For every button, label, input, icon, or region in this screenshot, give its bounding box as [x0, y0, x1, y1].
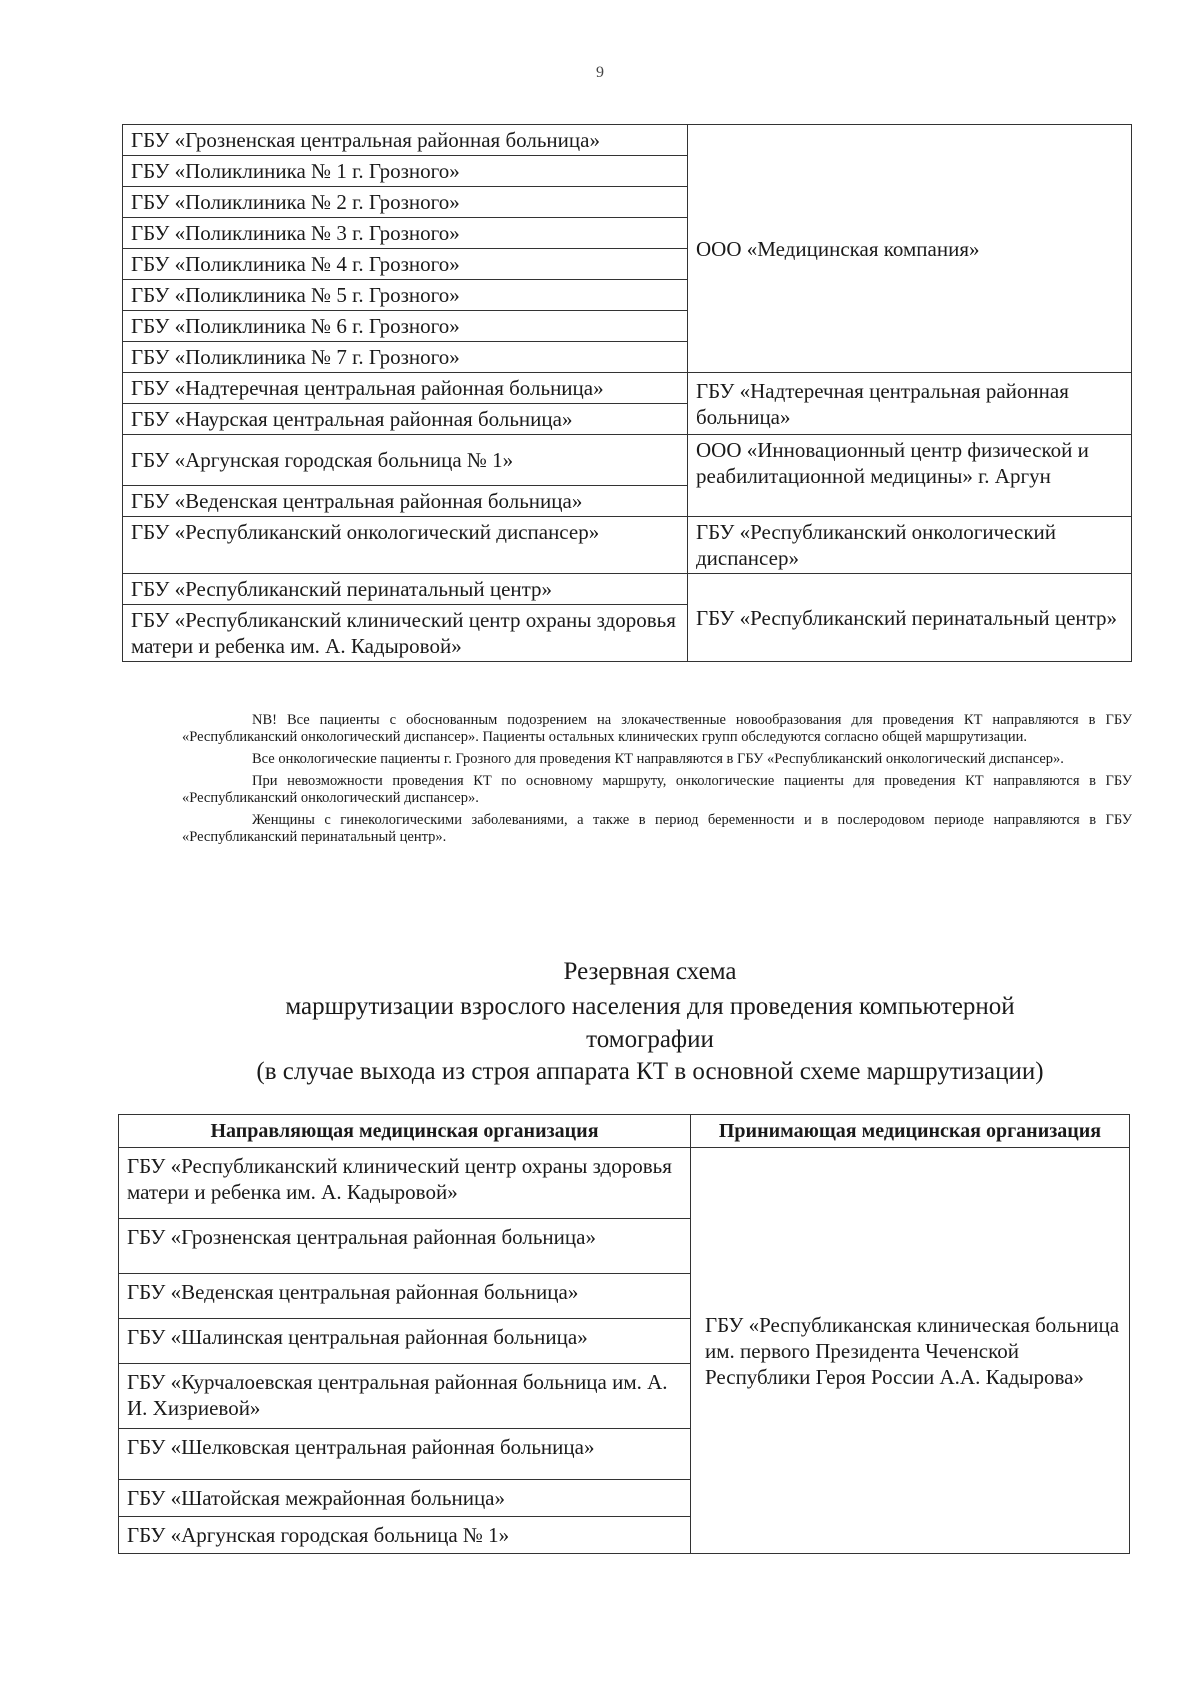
section-subtitle: маршрутизации взрослого населения для проведения компьютерной — [285, 993, 1015, 1020]
sender-cell: ГБУ «Республиканский онкологический диспансер» — [123, 517, 688, 574]
table-row — [119, 1148, 1130, 1219]
note-paragraph: При невозможности проведения КТ по основному маршруту, онкологические пациенты для проведения КТ направляются в ГБУ «Республиканский онкологический диспансер». — [182, 773, 1132, 806]
note-paragraph: Женщины с гинекологическими заболеваниями, а также в период беременности и в послеродовом периоде направляются в ГБУ «Республиканский перинатальный центр». — [182, 812, 1132, 845]
receiver-cell: ООО «Инновационный центр физической и реабилитационной медицины» г. Аргун — [688, 435, 1132, 517]
section-subtitle-cont: томографии — [586, 1026, 714, 1053]
receiver-cell: ГБУ «Республиканский онкологический диспансер» — [688, 517, 1132, 574]
sender-cell: ГБУ «Веденская центральная районная больница» — [119, 1274, 691, 1319]
table-header-row — [119, 1115, 1130, 1148]
sender-cell: ГБУ «Наурская центральная районная больница» — [123, 404, 688, 435]
sender-cell: ГБУ «Курчалоевская центральная районная больница им. А. И. Хизриевой» — [119, 1364, 691, 1429]
sender-cell: ГБУ «Грозненская центральная районная больница» — [123, 125, 688, 156]
routing-table-main — [122, 124, 1132, 662]
note-paragraph: NB! Все пациенты с обоснованным подозрением на злокачественные новообразования для проведения КТ направляются в ГБУ «Республиканский онкологический диспансер». Пациенты остальных клинических групп обследуются согласно общей маршрутизации. — [182, 712, 1132, 745]
sender-cell: ГБУ «Поликлиника № 7 г. Грозного» — [123, 342, 688, 373]
header-sender: Направляющая медицинская организация — [119, 1115, 691, 1148]
sender-cell: ГБУ «Поликлиника № 1 г. Грозного» — [123, 156, 688, 187]
receiver-cell: ГБУ «Надтеречная центральная районная больница» — [688, 373, 1132, 435]
note-paragraph: Все онкологические пациенты г. Грозного для проведения КТ направляются в ГБУ «Республиканский онкологический диспансер». — [252, 751, 1064, 767]
table-row — [123, 373, 1132, 404]
sender-cell: ГБУ «Поликлиника № 2 г. Грозного» — [123, 187, 688, 218]
sender-cell: ГБУ «Шалинская центральная районная больница» — [119, 1319, 691, 1364]
receiver-cell: ООО «Медицинская компания» — [688, 125, 1132, 373]
table-row — [123, 574, 1132, 605]
section-title: Резервная схема — [563, 958, 737, 985]
table-row — [123, 125, 1132, 156]
receiver-cell: ГБУ «Республиканский перинатальный центр» — [688, 574, 1132, 662]
table-row — [123, 435, 1132, 486]
sender-cell: ГБУ «Грозненская центральная районная больница» — [119, 1219, 691, 1274]
sender-cell: ГБУ «Веденская центральная районная больница» — [123, 486, 688, 517]
routing-table-reserve — [118, 1114, 1130, 1554]
sender-cell: ГБУ «Шатойская межрайонная больница» — [119, 1480, 691, 1517]
sender-cell: ГБУ «Надтеречная центральная районная больница» — [123, 373, 688, 404]
sender-cell: ГБУ «Поликлиника № 3 г. Грозного» — [123, 218, 688, 249]
sender-cell: ГБУ «Республиканский клинический центр охраны здоровья матери и ребенка им. А. Кадыровой» — [119, 1148, 691, 1219]
receiver-cell: ГБУ «Республиканская клиническая больница им. первого Президента Чеченской Республики Героя России А.А. Кадырова» — [691, 1148, 1130, 1554]
notes-block — [182, 712, 1132, 851]
sender-cell: ГБУ «Поликлиника № 4 г. Грозного» — [123, 249, 688, 280]
table-row — [123, 517, 1132, 574]
sender-cell: ГБУ «Аргунская городская больница № 1» — [123, 435, 688, 486]
sender-cell: ГБУ «Республиканский клинический центр охраны здоровья матери и ребенка им. А. Кадыровой» — [123, 605, 688, 662]
header-receiver: Принимающая медицинская организация — [691, 1115, 1130, 1148]
sender-cell: ГБУ «Поликлиника № 6 г. Грозного» — [123, 311, 688, 342]
sender-cell: ГБУ «Поликлиника № 5 г. Грозного» — [123, 280, 688, 311]
section-note: (в случае выхода из строя аппарата КТ в основной схеме маршрутизации) — [256, 1058, 1044, 1085]
sender-cell: ГБУ «Шелковская центральная районная больница» — [119, 1429, 691, 1480]
sender-cell: ГБУ «Республиканский перинатальный центр» — [123, 574, 688, 605]
sender-cell: ГБУ «Аргунская городская больница № 1» — [119, 1517, 691, 1554]
page-number: 9 — [596, 64, 604, 81]
